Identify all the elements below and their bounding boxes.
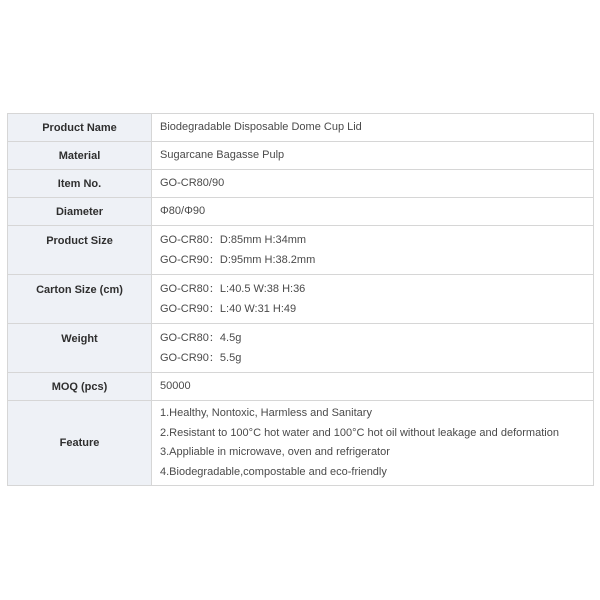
feature-line: 1.Healthy, Nontoxic, Harmless and Sanitary (160, 407, 372, 419)
spec-label: Carton Size (cm) (8, 275, 152, 324)
spec-value-line: GO-CR90：L:40 W:31 H:49 (160, 302, 297, 315)
spec-value-line: GO-CR80/90 (160, 176, 225, 189)
feature-line: 4.Biodegradable,compostable and eco-friendly (160, 465, 387, 478)
spec-value-line: Φ80/Φ90 (160, 204, 206, 217)
spec-row-item-no (8, 170, 594, 198)
spec-value (152, 226, 594, 275)
spec-row-diameter (8, 198, 594, 226)
spec-label: Material (8, 142, 152, 170)
spec-row-product-size (8, 226, 594, 275)
spec-label: Feature (8, 401, 152, 486)
spec-value (152, 142, 594, 170)
spec-value (152, 401, 594, 486)
spec-label: Weight (8, 324, 152, 373)
spec-value-line: 50000 (160, 379, 191, 392)
spec-row-material (8, 142, 594, 170)
spec-value-line: Sugarcane Bagasse Pulp (160, 148, 285, 161)
spec-row-carton-size (8, 275, 594, 324)
spec-label: Diameter (8, 198, 152, 226)
spec-value-line: GO-CR90：5.5g (160, 351, 242, 364)
spec-value (152, 373, 594, 401)
spec-label: Product Size (8, 226, 152, 275)
spec-value (152, 324, 594, 373)
spec-row-feature (8, 401, 594, 486)
spec-label: MOQ (pcs) (8, 373, 152, 401)
spec-value (152, 275, 594, 324)
feature-line: 3.Appliable in microwave, oven and refrigerator (160, 446, 390, 458)
spec-value-line: GO-CR80：D:85mm H:34mm (160, 234, 307, 246)
spec-value-line: Biodegradable Disposable Dome Cup Lid (160, 120, 362, 133)
spec-row-product-name (8, 114, 594, 142)
spec-row-weight (8, 324, 594, 373)
spec-label: Item No. (8, 170, 152, 198)
spec-value (152, 170, 594, 198)
feature-line: 2.Resistant to 100°C hot water and 100°C hot oil without leakage and deformation (160, 426, 559, 439)
spec-value-line: GO-CR80：4.5g (160, 332, 242, 344)
spec-label: Product Name (8, 114, 152, 142)
spec-row-moq (8, 373, 594, 401)
spec-value-line: GO-CR90：D:95mm H:38.2mm (160, 253, 316, 266)
spec-value (152, 114, 594, 142)
spec-value-line: GO-CR80：L:40.5 W:38 H:36 (160, 283, 306, 295)
spec-value (152, 198, 594, 226)
product-spec-table (7, 113, 594, 486)
